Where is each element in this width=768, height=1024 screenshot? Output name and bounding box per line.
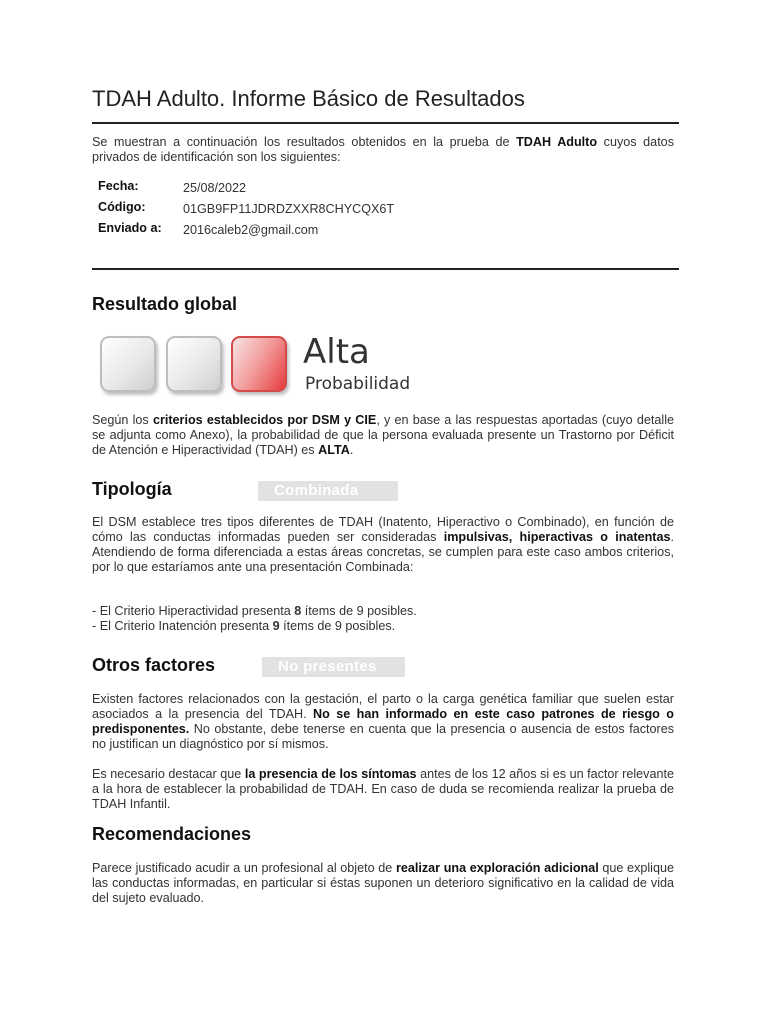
symptoms-paragraph: Es necesario destacar que la presencia de los síntomas antes de los 12 años si es un factor relevante a la hora de establecer la probabilidad de TDAH. En caso de duda se recomienda realizar la prueba de TDAH Infantil.: [92, 767, 674, 811]
date-value: 25/08/2022: [183, 181, 247, 195]
email-label: Enviado a:: [98, 221, 162, 235]
probability-meter: [100, 334, 430, 396]
probability-level: Alta: [303, 332, 370, 372]
test-name: TDAH Adulto: [516, 135, 598, 149]
meter-level-3: [231, 336, 287, 392]
other-factors-paragraph: Existen factores relacionados con la gestación, el parto o la carga genética familiar que suelen estar asociados a la presencia del TDAH. No se han informado en este caso patrones de riesgo o predisponentes. No obstante, debe tenerse en cuenta que la presencia o ausencia de estos factores no justifican un diagnóstico por sí mismos.: [92, 692, 674, 751]
criteria-list: [92, 604, 417, 634]
meter-level-2: [166, 336, 222, 392]
intro-paragraph: Se muestran a continuación los resultados obtenidos en la prueba de TDAH Adulto cuyos datos privados de identificación son los siguientes:: [92, 135, 674, 164]
meter-level-1: [100, 336, 156, 392]
email-value[interactable]: 2016caleb2@gmail.com: [183, 223, 319, 237]
typology-heading: Tipología: [92, 479, 172, 499]
criterion-hyperactivity: - El Criterio Hiperactividad presenta 8 ítems de 9 posibles.: [92, 604, 417, 618]
date-label: Fecha:: [98, 179, 139, 193]
other-factors-heading: Otros factores: [92, 655, 216, 675]
title-divider: [92, 122, 679, 124]
code-label: Código:: [98, 200, 146, 214]
probability-level-sub: Probabilidad: [305, 374, 411, 394]
code-value: 01GB9FP11JDRDZXXR8CHYCQX6T: [183, 202, 395, 216]
page-title: TDAH Adulto. Informe Básico de Resultados: [92, 86, 525, 111]
typology-paragraph: El DSM establece tres tipos diferentes de TDAH (Inatento, Hiperactivo o Combinado), en función de cómo las conductas informadas pueden ser consideradas impulsivas, hiperactivas o inatentas. Atendiendo de forma diferenciada a estas áreas concretas, se cumplen para este caso ambos criterios, por lo que estaríamos ante una presentación Combinada:: [92, 515, 674, 574]
global-result-paragraph: Según los criterios establecidos por DSM y CIE, y en base a las respuestas aportadas (cuyo detalle se adjunta como Anexo), la probabilidad de que la persona evaluada presente un Trastorno por Déficit de Atención e Hiperactividad (TDAH) es ALTA.: [92, 413, 675, 457]
typology-badge: Combinada: [258, 481, 398, 501]
criterion-inattention: - El Criterio Inatención presenta 9 ítems de 9 posibles.: [92, 619, 396, 633]
recommendations-heading: Recomendaciones: [92, 824, 252, 844]
other-factors-badge: No presentes: [262, 657, 405, 677]
recommendations-paragraph: Parece justificado acudir a un profesional al objeto de realizar una exploración adicional que explique las conductas informadas, en particular si éstas suponen un deterioro significativo en la calidad de vida del sujeto evaluado.: [92, 861, 674, 905]
global-result-heading: Resultado global: [92, 294, 238, 314]
section-divider: [92, 268, 679, 270]
